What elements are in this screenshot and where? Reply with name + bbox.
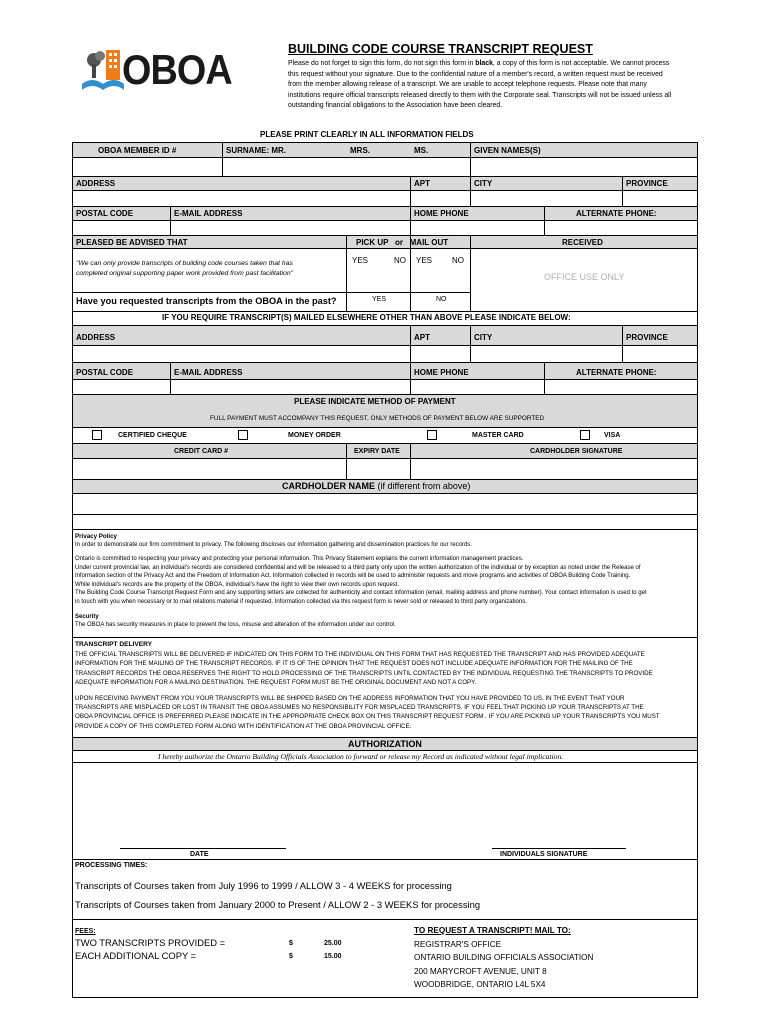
- print-clearly-notice: PLEASE PRINT CLEARLY IN ALL INFORMATION FIELDS: [260, 130, 474, 139]
- form-title: BUILDING CODE COURSE TRANSCRIPT REQUEST: [288, 42, 593, 56]
- home-phone-field[interactable]: [411, 221, 543, 234]
- member-id-field[interactable]: [73, 158, 221, 175]
- privacy-policy-title: Privacy Policy: [75, 533, 117, 540]
- oboa-logo: [80, 44, 230, 96]
- certified-cheque-checkbox[interactable]: [92, 430, 102, 440]
- payment-heading: PLEASE INDICATE METHOD OF PAYMENT: [294, 397, 456, 406]
- alt-address-label: ADDRESS: [76, 333, 116, 342]
- authorization-heading: AUTHORIZATION: [348, 739, 422, 749]
- province-field[interactable]: [623, 191, 697, 205]
- alt-city-label: CITY: [474, 333, 493, 342]
- fee-two-dollar-sign: $: [289, 940, 293, 947]
- alt-province-field[interactable]: [623, 346, 697, 361]
- fee-each-amount: 15.00: [324, 953, 342, 960]
- fee-two-amount: 25.00: [324, 940, 342, 947]
- delivery-section: TRANSCRIPT DELIVERY THE OFFICIAL TRANSCRIPTS WILL BE DELIVERED IF INDICATED ON THIS FORM TO THE INDIVIDUAL ON THIS FORM THAT HAS REQUESTED THE TRANSCRIPT AND HAS PROVIDED ADEQUATE INFORMATION FOR THE MAILING OF THE TRANSCRIPT RECORDS. IF IT IS OF THE OPINION THAT THE REQUEST DOES NOT INCLUDE ADEQUATE INFORMATION FOR THE MAILING OF THE TRANSCRIPT RECORDS THE OBOA RESERVES THE RIGHT TO HOLD PROCESSING OF THE TRANSCRIPTS UNTIL CONTACTED BY THE INDIVIDUAL REQUESTING THE TRANSCRIPTS TO PROVIDE ADEQUATE INFORMATION FOR A MAILING DESTINATION. THE REQUEST FORM MUST BE THE ORIGINAL DOCUMENT AND NOT A COPY. UPON RECEIVING PAYMENT FROM YOU YOUR TRANSCRIPTS WILL BE SHIPPED BASED ON THE ADDRESS INFORMATION THAT YOU HAVE PROVIDED TO US. IN THE EVENT THAT YOUR TRANSCRIPTS ARE MISPLACED OR LOST IN TRANSIT THE OBOA ASSUMES NO RESPONSIBILITY FOR MISPLACED TRANSCRIPTS. IF YOU FEEL THAT PICKING UP YOUR TRANSCRIPTS AT THE OBOA PROVINCIAL OFFICE IS PREFERRED PLEASE INDICATE IN THE APPROPRIATE CHECK BOX ON THIS TRANSCRIPT REQUEST FORM . IF YOU ARE PICKING UP YOUR TRANSCRIPTS YOU MUST PROVIDE A COPY OF THIS COMPLETED FORM ALONG WITH IDENTIFICATION AT THE OBOA PROVINCIAL OFFICE.: [75, 640, 695, 731]
- mrs-label: MRS.: [350, 146, 370, 155]
- alt-apt-label: APT: [414, 333, 430, 342]
- province-label: PROVINCE: [626, 179, 668, 188]
- alt-address-field[interactable]: [73, 346, 409, 361]
- previous-no-option[interactable]: NO: [436, 296, 447, 303]
- given-names-label: GIVEN NAMES(S): [474, 146, 541, 155]
- security-title: Security: [75, 613, 99, 620]
- certified-cheque-label: CERTIFIED CHEQUE: [118, 432, 187, 439]
- money-order-checkbox[interactable]: [238, 430, 248, 440]
- received-heading: RECEIVED: [562, 238, 603, 247]
- master-card-label: MASTER CARD: [472, 432, 524, 439]
- email-field[interactable]: [171, 221, 409, 234]
- fee-each-dollar-sign: $: [289, 953, 293, 960]
- expiry-date-field[interactable]: [347, 459, 409, 478]
- individual-signature-field[interactable]: [492, 832, 626, 847]
- previous-yes-option[interactable]: YES: [372, 296, 387, 303]
- cardholder-signature-label: CARDHOLDER SIGNATURE: [530, 448, 623, 455]
- alt-province-label: PROVINCE: [626, 333, 668, 342]
- credit-card-field[interactable]: [73, 459, 345, 478]
- master-card-checkbox[interactable]: [427, 430, 437, 440]
- intro-paragraph: Please do not forget to sign this form, do not sign this form in black, a copy of this form is not acceptable. We cannot process this request without your signature. Due to the confidential nature of a member's record, a written request must be received from the member allowing release of a transcript. We are unable to accept telephone requests. Please note that many institutions require official transcripts released directly to them with the Corporate seal. Transcripts will not be issued unless all outstanding financial obligations to the Association have been cleared.: [288, 60, 672, 110]
- alt-home-phone-label: HOME PHONE: [414, 368, 469, 377]
- payment-subheading: FULL PAYMENT MUST ACCOMPANY THIS REQUEST, ONLY METHODS OF PAYMENT BELOW ARE SUPPORTED: [210, 415, 545, 422]
- ms-label: MS.: [414, 146, 429, 155]
- office-use-only: OFFICE USE ONLY: [544, 272, 625, 282]
- alternate-phone-field[interactable]: [545, 221, 697, 234]
- cardholder-name-field[interactable]: [73, 494, 697, 514]
- date-label: DATE: [190, 851, 209, 858]
- processing-line-2: Transcripts of Courses taken from January 2000 to Present / ALLOW 2 - 3 WEEKS for processing: [75, 899, 481, 910]
- authorization-date-field[interactable]: [120, 832, 286, 847]
- alt-email-label: E-MAIL ADDRESS: [174, 368, 243, 377]
- visa-label: VISA: [604, 432, 621, 439]
- alt-city-field[interactable]: [471, 346, 621, 361]
- address-label: ADDRESS: [76, 179, 116, 188]
- fees-title: FEES:: [75, 928, 96, 935]
- given-names-field[interactable]: [471, 158, 697, 175]
- mailed-elsewhere-notice: IF YOU REQUIRE TRANSCRIPT(S) MAILED ELSEWHERE OTHER THAN ABOVE PLEASE INDICATE BELOW:: [162, 313, 571, 322]
- postal-code-field[interactable]: [73, 221, 169, 234]
- mail-to-title: TO REQUEST A TRANSCRIPT! MAIL TO:: [414, 926, 571, 935]
- alternate-phone-label: ALTERNATE PHONE:: [576, 209, 657, 218]
- credit-card-label: CREDIT CARD #: [174, 448, 229, 455]
- alt-alternate-phone-field[interactable]: [545, 380, 697, 393]
- address-field[interactable]: [73, 191, 409, 205]
- logo-text: OBOA: [122, 46, 232, 93]
- alt-email-field[interactable]: [171, 380, 409, 393]
- member-id-label: OBOA MEMBER ID #: [98, 146, 177, 155]
- logo-building-icon: [80, 44, 126, 94]
- delivery-title: TRANSCRIPT DELIVERY: [75, 641, 153, 648]
- money-order-label: MONEY ORDER: [288, 432, 341, 439]
- mailout-no-option[interactable]: NO: [452, 256, 464, 265]
- pickup-mailout-heading: PICK UP or MAIL OUT: [356, 238, 449, 247]
- mail-to-address: REGISTRAR'S OFFICE ONTARIO BUILDING OFFICIALS ASSOCIATION 200 MARYCROFT AVENUE, UNIT 8 WOODBRIDGE, ONTARIO L4L 5X4: [414, 940, 594, 989]
- cardholder-signature-field[interactable]: [411, 459, 697, 478]
- email-label: E-MAIL ADDRESS: [174, 209, 243, 218]
- advised-note: "We can only provide transcripts of building code courses taken that has completed original supporting paper work provided from past facilitation": [76, 260, 294, 277]
- surname-label: SURNAME: MR.: [226, 146, 286, 155]
- processing-line-1: Transcripts of Courses taken from July 1996 to 1999 / ALLOW 3 - 4 WEEKS for processing: [75, 880, 452, 891]
- home-phone-label: HOME PHONE: [414, 209, 469, 218]
- pickup-no-option[interactable]: NO: [394, 256, 406, 265]
- surname-field[interactable]: [223, 158, 469, 175]
- pickup-yes-option[interactable]: YES: [352, 256, 369, 265]
- alt-home-phone-field[interactable]: [411, 380, 543, 393]
- mailout-yes-option[interactable]: YES: [416, 256, 433, 265]
- advised-heading: PLEASED BE ADVISED THAT: [76, 238, 188, 247]
- privacy-section: Privacy Policy In order to demonstrate our firm commitment to privacy. The following discloses our information gathering and dissemination practices for our records. Ontario is committed to respecting your privacy and protecting your personal information. This Privacy Statement explains the current information management practices. Under current provincial law, an individual's records are considered confidential and will be released to a third party only upon the written authorization of the individual or by exception as noted under the Release of Information section of the Privacy Act and the Freedom of Information Act. Information collected in records will be used to administer requests and move programs and activities of OBOA Building Code Training. While individual's records are the property of the OBOA, individual's have the right to view their own records upon request. The Building Code Course Transcript Request Form and any supporting letters are collected for authenticity and contact information (email, mailing address and phone number). Your contact information is used to get in touch with you when necessary or to mail relations material if requested. Information collected via this request form is never sold or released to third party organizations. Security The OBOA has security measures in place to prevent the loss, misuse and alteration of the information under our control.: [75, 532, 695, 630]
- alt-postal-code-field[interactable]: [73, 380, 169, 393]
- authorization-statement: I hereby authorize the Ontario Building Officials Association to forward or release my Record as indicated without legal implication.: [158, 752, 564, 761]
- fee-two-transcripts: TWO TRANSCRIPTS PROVIDED =: [75, 937, 226, 948]
- cardholder-name-label: CARDHOLDER NAME (if different from above): [282, 481, 471, 491]
- previous-request-question: Have you requested transcripts from the OBOA in the past?: [76, 296, 337, 306]
- processing-times-title: PROCESSING TIMES:: [75, 862, 148, 869]
- fee-each-additional: EACH ADDITIONAL COPY =: [75, 950, 197, 961]
- alt-alternate-phone-label: ALTERNATE PHONE:: [576, 368, 657, 377]
- apt-field[interactable]: [411, 191, 469, 205]
- individual-signature-label: INDIVIDUALS SIGNATURE: [500, 851, 588, 858]
- city-field[interactable]: [471, 191, 621, 205]
- expiry-date-label: EXPIRY DATE: [354, 448, 400, 455]
- alt-postal-code-label: POSTAL CODE: [76, 368, 134, 377]
- alt-apt-field[interactable]: [411, 346, 469, 361]
- city-label: CITY: [474, 179, 493, 188]
- apt-label: APT: [414, 179, 430, 188]
- visa-checkbox[interactable]: [580, 430, 590, 440]
- postal-code-label: POSTAL CODE: [76, 209, 134, 218]
